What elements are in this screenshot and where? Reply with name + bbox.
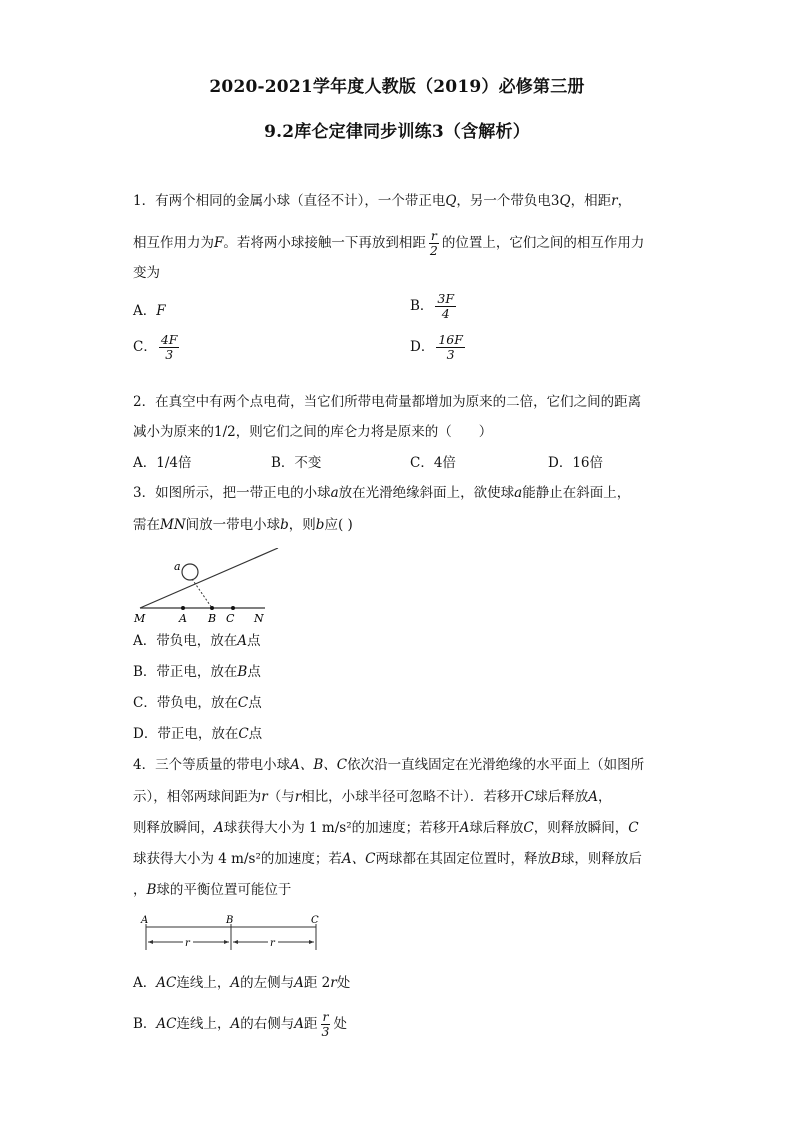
q3-line1: 3．如图所示，把一带正电的小球a放在光滑绝缘斜面上，欲使球a能静止在斜面上，: [133, 485, 631, 501]
q4-label-r1: r: [185, 938, 190, 949]
q4-option-b: B．AC连线上，A的右侧与A距 $\frac{r}{3}$ 处: [133, 1009, 347, 1039]
q1-option-d: D． $\frac{16F}{3}$: [410, 332, 463, 362]
q3-point-b: [210, 606, 214, 610]
q2-line2: 减小为原来的1/2，则它们之间的库仑力将是原来的（ ）: [133, 424, 493, 440]
q4-line2: 示），相邻两球间距为r（与r相比，小球半径可忽略不计）．若移开C球后释放A，: [133, 789, 612, 805]
q4-distance-figure: [136, 914, 326, 956]
document-title-line2: 9.2库仑定律同步训练3（含解析）: [264, 122, 530, 142]
q1-line2: 相互作用力为F。若将两小球接触一下再放到相距 $\frac{r}{2}$ 的位置上，它们之间的相互作用力: [133, 228, 645, 258]
q2-option-b: B．不变: [271, 455, 322, 471]
q4-arrow-left-1: [148, 940, 153, 944]
q4-arrow-left-2: [233, 940, 238, 944]
q4-line4: 球获得大小为 4 m/s²的加速度；若A、C两球都在其固定位置时，释放B球，则释放后: [133, 851, 642, 867]
q2-option-a: A．1/4倍: [133, 455, 192, 471]
q3-label-m: M: [134, 612, 146, 625]
q4-option-a: A．AC连线上，A的左侧与A距 2r处: [133, 975, 351, 991]
q1-option-c: C． $\frac{4F}{3}$: [133, 332, 178, 362]
q4-label-b: B: [226, 915, 234, 926]
q2-option-c: C．4倍: [410, 455, 456, 471]
q3-dashed-line: [192, 579, 212, 608]
q4-label-r2: r: [270, 938, 275, 949]
q3-incline-line: [140, 548, 278, 608]
q4-label-c: C: [311, 915, 319, 926]
q4-arrow-right-1: [224, 940, 229, 944]
q3-label-n: N: [254, 612, 264, 625]
q2-line1: 2．在真空中有两个点电荷，当它们所带电荷量都增加为原来的二倍，它们之间的距离: [133, 394, 642, 410]
q3-label-b-point: B: [208, 612, 217, 625]
q4-line5: ，B球的平衡位置可能位于: [133, 882, 292, 898]
q3-point-c: [231, 606, 235, 610]
document-title-line1: 2020-2021学年度人教版（2019）必修第三册: [209, 77, 585, 97]
q1-line1: 1．有两个相同的金属小球（直径不计），一个带正电Q，另一个带负电3Q，相距r，: [133, 193, 632, 209]
q1-option-b: B． $\frac{3F}{4}$: [410, 291, 455, 321]
q3-line2: 需在MN间放一带电小球b，则b应( ): [133, 517, 353, 533]
q1-fraction-r-over-2: $\frac{r}{2}$: [429, 228, 438, 258]
q3-point-a: [181, 606, 185, 610]
q1-line3: 变为: [133, 265, 160, 281]
q4-line3: 则释放瞬间，A球获得大小为 1 m/s²的加速度；若移开A球后释放C，则释放瞬间，C: [133, 820, 639, 836]
q3-label-a-point: A: [179, 612, 187, 625]
q3-option-b: B．带正电，放在B点: [133, 664, 261, 680]
q3-option-a: A．带负电，放在A点: [133, 633, 261, 649]
q2-option-d: D．16倍: [548, 455, 604, 471]
q4-arrow-right-2: [309, 940, 314, 944]
q4-line1: 4．三个等质量的带电小球A、B、C依次沿一直线固定在光滑绝缘的水平面上（如图所: [133, 757, 645, 773]
q3-option-c: C．带负电，放在C点: [133, 695, 262, 711]
q3-label-a: a: [174, 560, 181, 573]
q4-fraction-r-over-3: $\frac{r}{3}$: [321, 1009, 330, 1039]
q3-label-c-point: C: [226, 612, 235, 625]
q1-option-a: A．F: [133, 303, 166, 319]
q4-label-a: A: [141, 915, 149, 926]
q3-incline-figure: [130, 548, 280, 626]
q3-option-d: D．带正电，放在C点: [133, 726, 263, 742]
q3-ball-a: [182, 564, 198, 580]
